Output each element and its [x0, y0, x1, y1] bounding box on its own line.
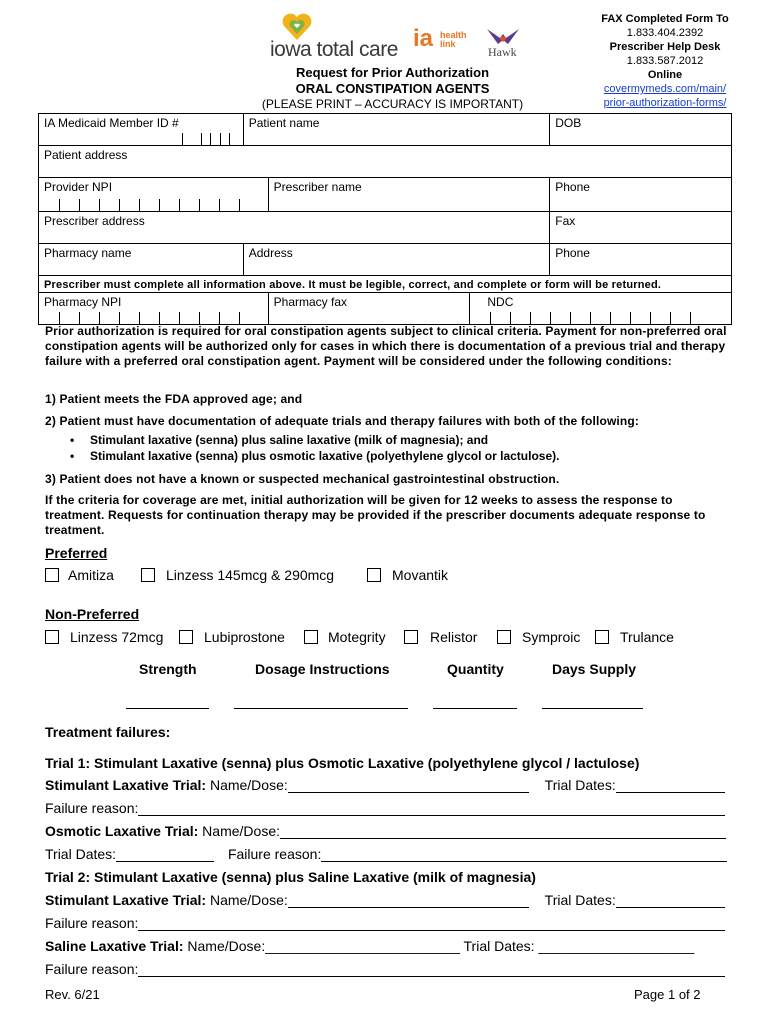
dosage-instructions-header: Dosage Instructions	[255, 661, 390, 677]
name-dose-label-4: Name/Dose:	[183, 938, 266, 954]
relistor-label: Relistor	[430, 629, 478, 645]
linzess-72-checkbox[interactable]	[45, 630, 59, 644]
stimulant-name-dose-input-2[interactable]	[288, 895, 529, 908]
failure-reason-label-2: Failure reason:	[227, 846, 322, 862]
lubiprostone-checkbox[interactable]	[179, 630, 193, 644]
criteria-item-2: 2) Patient must have documentation of adequate trials and therapy failures with both of the following:	[45, 414, 640, 428]
phone-label: Phone	[555, 180, 590, 194]
prescriber-name-label: Prescriber name	[273, 180, 362, 194]
preferred-heading: Preferred	[45, 545, 108, 561]
failure-reason-label-4: Failure reason:	[45, 961, 139, 977]
saline-trial-label: Saline Laxative Trial:	[45, 938, 184, 954]
healthlink-link-text: link	[440, 39, 456, 49]
form-subtitle: (PLEASE PRINT – ACCURACY IS IMPORTANT)	[261, 97, 524, 111]
symproic-checkbox[interactable]	[497, 630, 511, 644]
pharmacy-address-label: Address	[248, 246, 293, 260]
saline-name-dose-input[interactable]: _________________________	[265, 938, 460, 954]
non-preferred-heading: Non-Preferred	[45, 606, 140, 622]
name-dose-label-2: Name/Dose:	[198, 823, 280, 839]
online-link-1[interactable]: covermymeds.com/main/	[603, 83, 727, 95]
lubiprostone-label: Lubiprostone	[204, 629, 285, 645]
trulance-checkbox[interactable]	[595, 630, 609, 644]
pharmacy-name-label: Pharmacy name	[44, 246, 132, 260]
failure-reason-label-3: Failure reason:	[45, 915, 139, 931]
pharmacy-address-field[interactable]	[243, 244, 550, 276]
criteria-closing: If the criteria for coverage are met, initial authorization will be given for 12 weeks to assess the response to treatment. Requests for continuation therapy may be provided if the prescriber documents adequate response to treatment.	[45, 493, 706, 537]
healthlink-logo	[413, 25, 473, 58]
trial-2-saline-row	[45, 938, 730, 954]
patient-name-field[interactable]	[243, 114, 550, 146]
failure-reason-input-2[interactable]	[321, 849, 727, 862]
provider-npi-label: Provider NPI	[44, 180, 113, 194]
stimulant-trial-dates-input-1[interactable]	[616, 780, 725, 793]
treatment-failures-heading: Treatment failures:	[45, 724, 171, 740]
help-desk-label: Prescriber Help Desk	[609, 41, 721, 53]
contact-block	[560, 12, 770, 110]
pharmacy-npi-label: Pharmacy NPI	[44, 295, 122, 309]
pharmacy-phone-label: Phone	[555, 246, 590, 260]
fax-field[interactable]	[550, 212, 732, 244]
saline-trial-dates-input[interactable]: ____________________	[538, 938, 695, 954]
prescriber-address-label: Prescriber address	[44, 214, 145, 228]
provider-npi-field[interactable]	[39, 178, 269, 212]
bullet-dot-2: •	[70, 449, 75, 463]
completion-warning: Prescriber must complete all information above. It must be legible, correct, and complete or form will be returned.	[44, 279, 662, 291]
dob-field[interactable]	[550, 114, 732, 146]
trial-dates-label-2: Trial Dates:	[45, 846, 117, 862]
trial-1-stimulant-row	[45, 777, 730, 793]
iowa-logo-text: iowa total care	[270, 38, 398, 61]
trial-1-failure-row-1	[45, 800, 730, 816]
criteria-bullet-1: Stimulant laxative (senna) plus saline laxative (milk of magnesia); and	[90, 433, 489, 447]
pharmacy-fax-field[interactable]	[268, 293, 470, 325]
trial-1-osmotic-row	[45, 823, 730, 839]
online-link-2[interactable]: prior-authorization-forms/	[603, 97, 727, 109]
member-id-field[interactable]	[39, 114, 244, 146]
pharmacy-fax-label: Pharmacy fax	[273, 295, 348, 309]
movantik-label: Movantik	[392, 567, 449, 583]
trial-dates-label-1: Trial Dates:	[544, 777, 616, 793]
online-label: Online	[647, 69, 683, 81]
bullet-dot-1: •	[70, 433, 75, 447]
prescriber-address-field[interactable]	[39, 212, 550, 244]
page-number: Page 1 of 2	[634, 987, 701, 1002]
symproic-label: Symproic	[522, 629, 581, 645]
linzess-145-290-label: Linzess 145mcg & 290mcg	[166, 567, 335, 583]
form-drug-class: ORAL CONSTIPATION AGENTS	[295, 81, 490, 96]
osmotic-trial-label: Osmotic Laxative Trial:	[45, 823, 199, 839]
failure-reason-input-1[interactable]	[138, 803, 725, 816]
form-title: Request for Prior Authorization	[295, 65, 490, 80]
amitiza-checkbox[interactable]	[45, 568, 59, 582]
phone-field[interactable]	[550, 178, 732, 212]
iowa-total-care-logo	[270, 12, 410, 62]
relistor-checkbox[interactable]	[404, 630, 418, 644]
osmotic-trial-dates-input[interactable]	[116, 849, 214, 862]
quantity-input-line[interactable]	[433, 708, 517, 709]
amitiza-label: Amitiza	[68, 567, 114, 583]
movantik-checkbox[interactable]	[367, 568, 381, 582]
patient-info-table	[38, 113, 732, 325]
provider-npi-tick-marks	[39, 199, 268, 211]
trial-1-heading: Trial 1: Stimulant Laxative (senna) plus Osmotic Laxative (polyethylene glycol / lactulose)	[45, 755, 640, 771]
member-id-tick-marks	[39, 133, 243, 145]
patient-name-label: Patient name	[248, 116, 320, 130]
name-dose-label-3: Name/Dose:	[206, 892, 288, 908]
stimulant-trial-dates-input-2[interactable]	[616, 895, 725, 908]
healthlink-ia-text: ia	[413, 25, 434, 52]
stimulant-trial-label-1: Stimulant Laxative Trial:	[45, 777, 207, 793]
motegrity-checkbox[interactable]	[304, 630, 318, 644]
criteria-intro: Prior authorization is required for oral constipation agents subject to clinical criteria. Payment for non-preferred oral constipation agents will be authorized only for cases in which there is documentation of a previous trial and therapy failure with a preferred oral constipation agent. Payment will be considered under the following conditions:	[45, 324, 727, 368]
fax-number: 1.833.404.2392	[626, 27, 704, 39]
criteria-item-3: 3) Patient does not have a known or suspected mechanical gastrointestinal obstruction.	[45, 472, 560, 486]
criteria-item-1: 1) Patient meets the FDA approved age; and	[45, 392, 303, 406]
trial-2-heading: Trial 2: Stimulant Laxative (senna) plus Saline Laxative (milk of magnesia)	[45, 869, 536, 885]
fax-label: FAX Completed Form To	[601, 13, 729, 25]
pharmacy-phone-field[interactable]	[550, 244, 732, 276]
dob-label: DOB	[555, 116, 582, 130]
linzess-145-290-checkbox[interactable]	[141, 568, 155, 582]
trial-dates-label-4: Trial Dates:	[459, 938, 539, 954]
fax-field-label: Fax	[555, 214, 576, 228]
dosage-input-line[interactable]	[234, 708, 408, 709]
ndc-field[interactable]	[470, 293, 732, 325]
hawk-text: Hawk	[488, 45, 517, 59]
trial-2-failure-row-2	[45, 961, 730, 977]
patient-address-field[interactable]	[39, 146, 732, 178]
quantity-header: Quantity	[447, 661, 504, 677]
pharmacy-npi-field[interactable]	[39, 293, 269, 325]
failure-reason-label-1: Failure reason:	[45, 800, 139, 816]
member-id-label: IA Medicaid Member ID #	[44, 116, 179, 130]
trial-2-stimulant-row	[45, 892, 730, 908]
revision-label: Rev. 6/21	[45, 987, 100, 1002]
trulance-label: Trulance	[620, 629, 674, 645]
strength-input-line[interactable]	[126, 708, 209, 709]
stimulant-name-dose-input-1[interactable]	[288, 780, 529, 793]
trial-2-failure-row-1	[45, 915, 730, 931]
patient-address-label: Patient address	[44, 148, 128, 162]
pharmacy-npi-tick-marks	[39, 312, 268, 324]
pharmacy-name-field[interactable]	[39, 244, 244, 276]
name-dose-label-1: Name/Dose:	[206, 777, 288, 793]
criteria-bullet-2: Stimulant laxative (senna) plus osmotic laxative (polyethylene glycol or lactulose).	[90, 449, 560, 463]
stimulant-trial-label-2: Stimulant Laxative Trial:	[45, 892, 207, 908]
failure-reason-input-4[interactable]	[138, 964, 725, 977]
linzess-72-label: Linzess 72mcg	[70, 629, 164, 645]
patient-name-tick-marks	[244, 133, 550, 145]
trial-dates-label-3: Trial Dates:	[544, 892, 616, 908]
ndc-tick-marks	[470, 312, 731, 324]
days-supply-input-line[interactable]	[542, 708, 643, 709]
prescriber-name-field[interactable]	[268, 178, 550, 212]
failure-reason-input-3[interactable]	[138, 918, 725, 931]
strength-header: Strength	[139, 661, 197, 677]
ndc-label: NDC	[487, 295, 514, 309]
trial-1-dates-row	[45, 846, 730, 862]
hawk-logo	[484, 26, 524, 60]
healthlink-health-text: health	[440, 30, 467, 40]
help-desk-number: 1.833.587.2012	[626, 55, 704, 67]
osmotic-name-dose-input[interactable]	[280, 826, 726, 839]
motegrity-label: Motegrity	[328, 629, 386, 645]
days-supply-header: Days Supply	[552, 661, 637, 677]
